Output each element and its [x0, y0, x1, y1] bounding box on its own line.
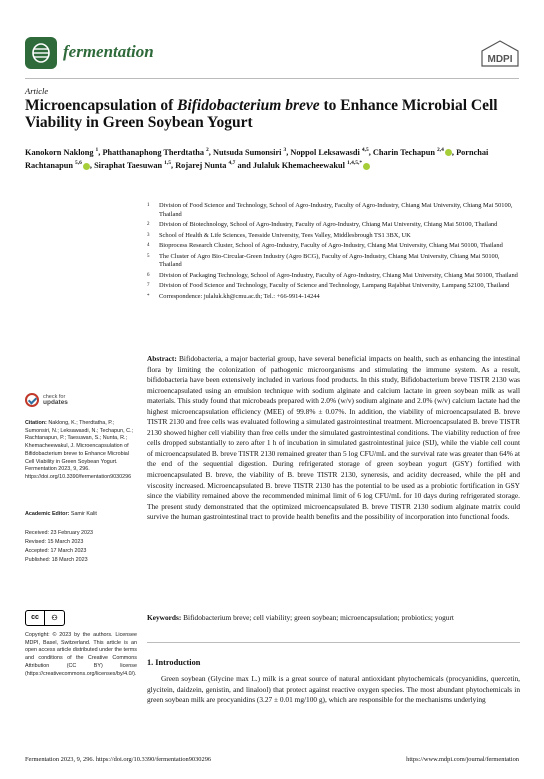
citation-block: Citation: Naklong, K.; Therdtatha, P.; Sumonsiri, N.; Leksawasdi, N.; Techapun, C.; Rachtanapun, P.; Taesuwan, S.; Nunta, R.; Khemacheewakul, J. Microencapsulation of Bifidobacterium breve to Enhance Microbial Cell Viability in Green Soybean Yogurt. Fermentation 2023, 9, 296. https://doi.org/10.3390/fermentation9030296 — [25, 420, 134, 480]
author-name: Nutsuda Sumonsiri $^3$ — [212, 147, 287, 157]
author-list: Kanokorn Naklong $^1$, Phatthanaphong Therdtatha $^2$, Nutsuda Sumonsiri $^3$, Noppol Leksawasdi $^{4,5}$, Charin Techapun $^{2,4}$ , Pornchai Rachtanapun $^{5,6}$ , Siraphat Taesuwan $^{1,5}$, Rojarej Nunta $^{4,7}$ and Julaluk Khemacheewakul $^{1,4,5,*}$ — [25, 147, 489, 171]
accepted-date: Accepted: 17 March 2023 — [25, 548, 87, 554]
author-name: Noppol Leksawasdi $^{4,5}$ — [290, 147, 369, 157]
mdpi-logo — [480, 40, 520, 68]
academic-editor: Academic Editor: Samir Kalit — [25, 511, 97, 517]
orcid-icon[interactable] — [445, 149, 452, 156]
affiliation-item: 5 The Cluster of Agro Bio-Circular-Green Industry (Agro BCG), Faculty of Agro-Industry, Chiang Mai University, Chiang Mai 50100, Thailand — [147, 252, 500, 268]
abstract-text: Bifidobacteria, a major bacterial group, have several beneficial impacts on health, such as enhancing the intestinal flora by limiting the colonization of pathogenic microorganisms and stimulating the immune system. As a result, bifidobacteria have been extensively included in various food products. In this study, Bifidobacterium breve TISTR 2130 was microencapsulated using an emulsion technique with sodium alginate and calcium lactate in green soybean milk as wall materials. This study found that microbeads prepared with 2.0% (w/v) sodium alginate and 2.0% (w/v) calcium lactate had the highest microencapsulation efficiency (MEE) of 99.8% ± 0.07%. In addition, the viability of microencapsulated B. breve TISTR 2130 and free cells was evaluated following a simulated gastrointestinal treatment. Microencapsulated B. breve TISTR 2130 showed higher cell viability than free cells under the simulated gastrointestinal conditions. The viability reduction of free cells dropped substantially to zero after 1 h of incubation in simulated gastrointestinal juice (SIJ), while the viable cell count of microencapsulated B. breve TISTR 2130 remained greater than 5 log CFU/mL and the survival rate was greater than 64% at the end of the sequential digestion. During refrigerated storage of green soybean yogurt (GSY) fortified with microencapsulated B. breve, the viability of B. breve TISTR 2130, syneresis, and acidity decreased, while the pH and viscosity increased. Microencapsulated B. breve TISTR 2130 has the potential to be used as a probiotic fortification in GSY since the viability remained above the recommended minimal limit of 6 log CFU/mL for 10 days during refrigerated storage. The present study demonstrated that the optimized microencapsulated B. breve TISTR 2130 sodium alginate matrix could survive the human gastrointestinal tract to provide health benefits and the possibility of incorporation into functional foods. — [147, 354, 521, 522]
cc-by-license-badge[interactable] — [25, 610, 65, 626]
orcid-icon[interactable] — [363, 163, 370, 170]
affiliation-item: * Correspondence: julaluk.kh@cmu.ac.th; Tel.: +66-9914-14244 — [147, 292, 320, 300]
affiliation-item: 3 School of Health & Life Sciences, Teesside University, Tees Valley, Middlesbrough TS1 3BX, UK — [147, 231, 411, 239]
section-heading-introduction: 1. Introduction — [147, 658, 201, 667]
abstract: Abstract: Bifidobacteria, a major bacterial group, have several beneficial impacts on health, such as enhancing the intestinal flora by limiting the colonization of pathogenic microorganisms and stimulating the immune system. As a result, bifidobacteria have been extensively included in various food products. In this study, Bifidobacterium breve TISTR 2130 was microencapsulated using an emulsion technique with sodium alginate and calcium lactate in green soybean milk as wall materials. This study found that microbeads prepared with 2.0% (w/v) sodium alginate and 2.0% (w/v) calcium lactate had the highest microencapsulation efficiency (MEE) of 99.8% ± 0.07%. In addition, the viability of microencapsulated B. breve TISTR 2130 and free cells was evaluated following a simulated gastrointestinal treatment. Microencapsulated B. breve TISTR 2130 showed higher cell viability than free cells under the simulated gastrointestinal conditions. The viability reduction of free cells dropped substantially to zero after 1 h of incubation in simulated gastrointestinal juice (SIJ), while the viable cell count of microencapsulated B. breve TISTR 2130 remained greater than 5 log CFU/mL and the survival rate was greater than 64% at the end of the sequential digestion. During refrigerated storage of green soybean yogurt (GSY) fortified with microencapsulated B. breve, the viability of B. breve TISTR 2130, syneresis, and acidity decreased, while the pH and viscosity increased. Microencapsulated B. breve TISTR 2130 has the potential to be used as a probiotic fortification in GSY since the viability remained above the recommended minimal limit of 6 log CFU/mL for 10 days during refrigerated storage. The present study demonstrated that the optimized microencapsulated B. breve TISTR 2130 sodium alginate matrix could survive the human gastrointestinal tract to provide health benefits and the possibility of incorporation into functional foods. — [147, 354, 521, 522]
journal-name: fermentation — [63, 42, 154, 61]
header-divider — [25, 78, 519, 79]
author-name: Rojarej Nunta $^{4,7}$ — [175, 160, 236, 171]
keywords: Keywords: Bifidobacterium breve; cell viability; green soybean; microencapsulation; probiotics; yogurt — [147, 613, 454, 622]
received-date: Received: 23 February 2023 — [25, 530, 94, 536]
affiliation-item: 6 Division of Packaging Technology, School of Agro-Industry, Faculty of Agro-Industry, Chiang Mai University, Chiang Mai 50100, Thailand — [147, 271, 518, 279]
check-for-updates-button[interactable]: check for updates — [25, 393, 68, 407]
affiliations — [147, 202, 522, 303]
affiliation-item: 7 Division of Food Science and Technology, Faculty of Science and Technology, Lampang Rajabhat University, Lampang 52100, Thailand — [147, 282, 510, 289]
article-type: Article — [25, 86, 49, 96]
paper-title: Microencapsulation of Bifidobacterium breve to Enhance Microbial Cell Viability in Green Soybean Yogurt — [25, 97, 498, 131]
author-name: Pornchai Rachtanapun $^{5,6}$ — [25, 147, 489, 171]
by-icon: ⚇ — [51, 615, 58, 622]
publisher-name: MDPI — [487, 54, 513, 65]
revised-date: Revised: 15 March 2023 — [25, 539, 84, 545]
affiliation-item: 2 Division of Biotechnology, School of Agro-Industry, Faculty of Agro-Industry, Chiang Mai University, Chiang Mai 50100, Thailand — [147, 221, 498, 228]
check-updates-icon — [25, 393, 39, 407]
fermentation-barrel-icon — [30, 42, 52, 64]
author-name: Charin Techapun $^{2,4}$ — [373, 148, 452, 157]
author-name: Phatthanaphong Therdtatha $^2$ — [102, 147, 209, 157]
footer-citation[interactable]: Fermentation 2023, 9, 296. https://doi.org/10.3390/fermentation9030296 — [25, 756, 212, 763]
section-divider — [147, 642, 520, 643]
author-name: Julaluk Khemacheewakul $^{1,4,5,*}$ — [253, 161, 370, 170]
introduction-text: Green soybean (Glycine max L.) milk is a great source of natural antioxidant phytochemicals (procyanidins, quercetin, glycitein, daidzein, genistin, and linalool) that protect against reactive oxygen species. The most abundant phytochemicals in green soybean milk are procyanidins (3.27 ± 0.01 mg/100 g), which are responsible for the mechanisms underlying — [147, 674, 520, 705]
author-name: Kanokorn Naklong $^1$ — [25, 147, 99, 157]
footer-journal-link[interactable]: https://www.mdpi.com/journal/fermentation — [406, 756, 519, 763]
copyright-notice: Copyright: © 2023 by the authors. Licensee MDPI, Basel, Switzerland. This article is an open access article distributed under the terms and conditions of the Creative Commons Attribution (CC BY) license (https://creativecommons.org/licenses/by/4.0/). — [25, 632, 137, 677]
page-footer — [25, 756, 519, 763]
affiliation-item: 1 Division of Food Science and Technology, School of Agro-Industry, Faculty of Agro-Industry, Chiang Mai University, Chiang Mai 50100, Thailand — [147, 202, 513, 218]
orcid-icon[interactable] — [83, 163, 90, 170]
cc-icon: cc — [26, 611, 45, 625]
journal-logo — [25, 37, 57, 69]
affiliation-item: 4 Bioprocess Research Cluster, School of Agro-Industry, Faculty of Agro-Industry, Chiang Mai University, Chiang Mai 50100, Thailand — [147, 242, 503, 249]
author-name: Siraphat Taesuwan $^{1,5}$ — [94, 160, 172, 171]
published-date: Published: 18 March 2023 — [25, 557, 88, 563]
